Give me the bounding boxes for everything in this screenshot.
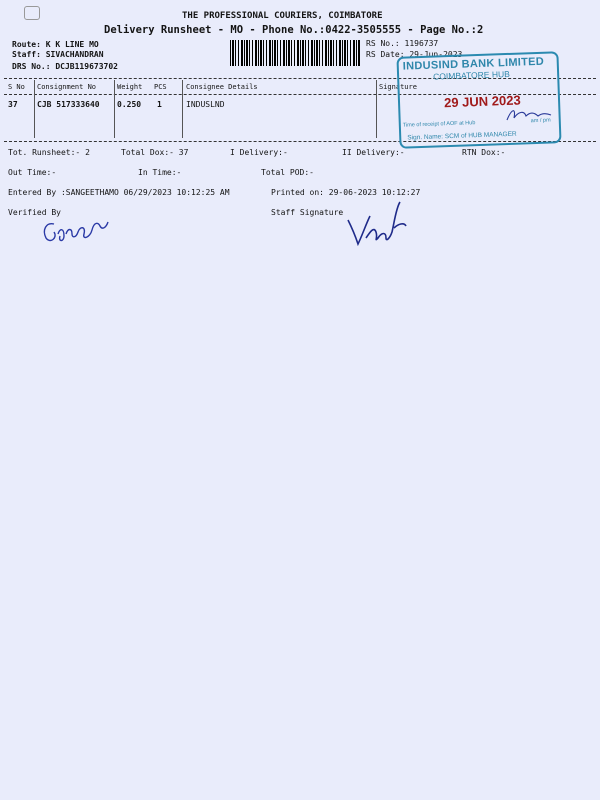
entered-by: Entered By :SANGEETHAMO 06/29/2023 10:12:25 AM xyxy=(8,188,230,197)
company-title: THE PROFESSIONAL COURIERS, COIMBATORE xyxy=(182,11,383,21)
row-consignee: INDUSLND xyxy=(186,100,225,109)
stamp-receipt-time: Time of receipt of AOF at Hub xyxy=(402,120,476,129)
bank-receipt-stamp xyxy=(396,51,561,149)
page-corner-mark xyxy=(24,6,40,20)
staff-signature-label: Staff Signature xyxy=(271,208,344,217)
rtn-dox: RTN Dox:- xyxy=(462,148,506,157)
drs-number: DRS No.: DCJB119673702 xyxy=(12,62,118,71)
total-dox: Total Dox:- 37 xyxy=(121,148,189,157)
stamp-bank-name: INDUSIND BANK LIMITED xyxy=(402,55,545,73)
staff-signature xyxy=(344,198,410,250)
verified-by-signature xyxy=(40,212,112,246)
stamp-hub-name: COIMBATORE HUB xyxy=(432,68,510,82)
printed-on: Printed on: 29-06-2023 10:12:27 xyxy=(271,188,421,197)
total-runsheet: Tot. Runsheet:- 2 xyxy=(8,148,90,157)
barcode xyxy=(230,40,360,66)
out-time: Out Time:- xyxy=(8,168,57,177)
col-header-pcs: PCS xyxy=(154,83,167,91)
row-weight: 0.250 xyxy=(117,100,142,109)
col-header-signature: Signature xyxy=(379,83,417,91)
stamp-initials-signature xyxy=(504,104,554,126)
col-header-sno: S No xyxy=(8,83,25,91)
route-text: Route: K K LINE MO xyxy=(12,40,99,49)
ii-delivery: II Delivery:- xyxy=(342,148,405,157)
i-delivery: I Delivery:- xyxy=(230,148,288,157)
col-header-consignee: Consignee Details xyxy=(186,83,258,91)
total-pod: Total POD:- xyxy=(261,168,314,177)
col-divider xyxy=(182,80,183,138)
row-consignment: CJB 517333640 xyxy=(37,100,100,109)
col-header-consignment: Consignment No xyxy=(37,83,97,91)
stamp-ampm: am / pm xyxy=(530,117,551,125)
rs-number: RS No.: 1196737 xyxy=(366,39,439,48)
runsheet-subtitle: Delivery Runsheet - MO - Phone No.:0422-3505555 - Page No.:2 xyxy=(104,24,484,36)
in-time: In Time:- xyxy=(138,168,182,177)
staff-text: Staff: SIVACHANDRAN xyxy=(12,50,104,59)
rs-date: RS Date: 29-Jun-2023 xyxy=(366,50,463,59)
stamp-date: 29 JUN 2023 xyxy=(443,92,521,111)
col-divider xyxy=(376,80,377,138)
stamp-sign-line: Sign. Name: SCM of HUB MANAGER xyxy=(407,130,517,142)
col-header-weight: Weight xyxy=(117,83,143,91)
verified-by-label: Verified By xyxy=(8,208,61,217)
row-pcs: 1 xyxy=(157,100,162,109)
row-sno: 37 xyxy=(8,100,18,109)
col-divider xyxy=(114,80,115,138)
col-divider xyxy=(34,80,35,138)
